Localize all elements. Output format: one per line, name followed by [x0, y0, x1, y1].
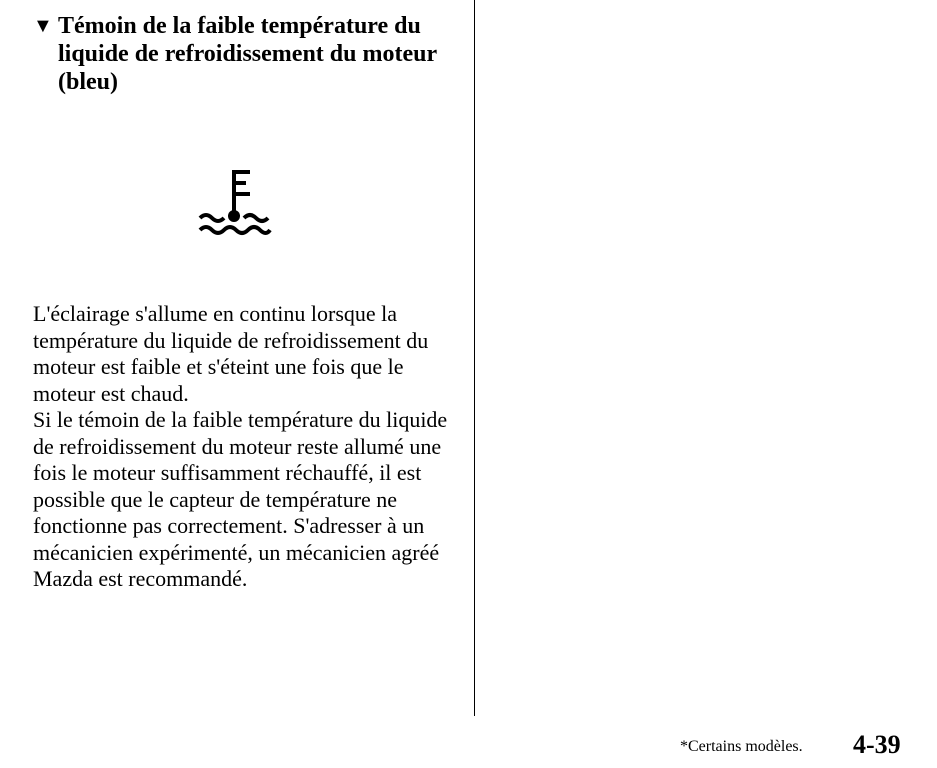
footnote: *Certains modèles. — [680, 738, 803, 755]
paragraph-advice: Si le témoin de la faible température du liquide de refroidissement du moteur reste allumé une fois le moteur suffisamment réchauffé, il est possible que le capteur de température ne fonctionne pas correctement. S'adresser à un mécanicien expérimenté, un mécanicien agréé Mazda est recommandé. — [33, 407, 448, 591]
coolant-temperature-warning-icon — [194, 166, 274, 246]
paragraph-description: L'éclairage s'allume en continu lorsque la température du liquide de refroidissement du moteur est faible et s'éteint une fois que le moteur est chaud. — [33, 301, 429, 406]
triangle-marker-icon: ▼ — [33, 15, 53, 37]
section-heading-text: Témoin de la faible température du liquide de refroidissement du moteur (bleu) — [58, 13, 437, 95]
section-heading — [33, 12, 453, 96]
column-divider — [474, 0, 475, 716]
section-body — [33, 301, 453, 593]
page-number: 4-39 — [853, 730, 901, 759]
